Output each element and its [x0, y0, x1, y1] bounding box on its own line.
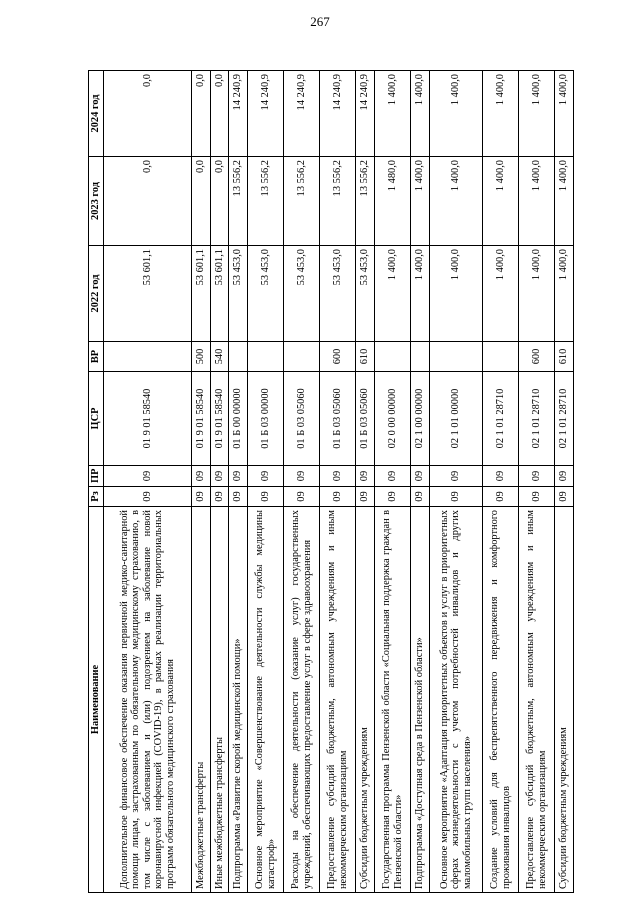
- table-cell-2022: 1 400,0: [411, 246, 430, 342]
- table-cell-rz: 09: [374, 487, 410, 507]
- page-number: 267: [310, 14, 330, 29]
- table-cell-vr: 540: [210, 342, 229, 372]
- table-cell-2023: 1 400,0: [519, 157, 555, 246]
- table-row: [320, 71, 356, 893]
- table-cell-2023: 13 556,2: [248, 157, 284, 246]
- table-cell-2023: 0,0: [191, 157, 210, 246]
- table-cell-2024: 14 240,9: [284, 71, 320, 157]
- table-cell-csr: 01 Б 00 00000: [229, 372, 248, 466]
- table-row: [411, 71, 430, 893]
- table-cell-csr: 02 1 00 00000: [411, 372, 430, 466]
- table-row: [104, 71, 192, 893]
- table-cell-name: Основное мероприятие «Адаптация приоритетных объектов и услуг в приоритетных сферах жизнедеятельности с учетом потребностей инвалидов и других маломобильных групп населения»: [429, 507, 482, 893]
- table-cell-vr: [284, 342, 320, 372]
- budget-table: [88, 70, 574, 893]
- table-cell-2023: 13 556,2: [320, 157, 356, 246]
- table-cell-2024: 1 400,0: [429, 71, 482, 157]
- header-2023: 2023 год: [89, 157, 104, 246]
- table-cell-rz: 09: [429, 487, 482, 507]
- table-cell-2024: 1 400,0: [519, 71, 555, 157]
- table-cell-2023: 0,0: [104, 157, 192, 246]
- table-cell-2022: 1 400,0: [429, 246, 482, 342]
- table-cell-2023: 1 480,0: [374, 157, 410, 246]
- table-cell-rz: 09: [284, 487, 320, 507]
- table-row: [555, 71, 574, 893]
- table-cell-2022: 53 453,0: [229, 246, 248, 342]
- table-cell-pr: 09: [411, 466, 430, 487]
- table-cell-vr: 600: [320, 342, 356, 372]
- table-cell-2024: 0,0: [210, 71, 229, 157]
- table-cell-pr: 09: [555, 466, 574, 487]
- header-csr: ЦСР: [89, 372, 104, 466]
- table-cell-2023: 13 556,2: [284, 157, 320, 246]
- table-cell-2022: 1 400,0: [483, 246, 519, 342]
- table-cell-2024: 14 240,9: [320, 71, 356, 157]
- table-cell-2022: 1 400,0: [555, 246, 574, 342]
- table-cell-vr: 500: [191, 342, 210, 372]
- table-cell-rz: 09: [483, 487, 519, 507]
- table-header-row: [89, 71, 104, 893]
- table-row: [374, 71, 410, 893]
- table-cell-2024: 0,0: [191, 71, 210, 157]
- header-pr: ПР: [89, 466, 104, 487]
- table-cell-pr: 09: [248, 466, 284, 487]
- table-cell-vr: 610: [555, 342, 574, 372]
- table-cell-pr: 09: [483, 466, 519, 487]
- table-cell-2024: 14 240,9: [356, 71, 375, 157]
- table-cell-pr: 09: [429, 466, 482, 487]
- table-cell-name: Субсидии бюджетным учреждениям: [356, 507, 375, 893]
- table-cell-2024: 0,0: [104, 71, 192, 157]
- table-cell-2022: 53 601,1: [104, 246, 192, 342]
- table-cell-vr: [483, 342, 519, 372]
- table-cell-2022: 53 601,1: [210, 246, 229, 342]
- table-cell-pr: 09: [356, 466, 375, 487]
- table-cell-rz: 09: [210, 487, 229, 507]
- table-row: [483, 71, 519, 893]
- table-cell-2023: 13 556,2: [229, 157, 248, 246]
- table-cell-csr: 02 1 01 28710: [483, 372, 519, 466]
- table-cell-2024: 14 240,9: [229, 71, 248, 157]
- table-row: [429, 71, 482, 893]
- table-cell-vr: 610: [356, 342, 375, 372]
- table-cell-name: Иные межбюджетные трансферты: [210, 507, 229, 893]
- table-row: [519, 71, 555, 893]
- table-cell-2023: 1 400,0: [411, 157, 430, 246]
- table-cell-name: Подпрограмма «Развитие скорой медицинской помощи»: [229, 507, 248, 893]
- table-row: [191, 71, 210, 893]
- table-cell-name: Подпрограмма «Доступная среда в Пензенской области»: [411, 507, 430, 893]
- table-cell-2024: 1 400,0: [555, 71, 574, 157]
- table-cell-2022: 53 453,0: [356, 246, 375, 342]
- table-cell-rz: 09: [555, 487, 574, 507]
- table-cell-vr: [374, 342, 410, 372]
- table-cell-rz: 09: [320, 487, 356, 507]
- table-cell-name: Государственная программа Пензенской области «Социальная поддержка граждан в Пензенской области»: [374, 507, 410, 893]
- table-cell-vr: [229, 342, 248, 372]
- table-row: [210, 71, 229, 893]
- table-cell-2022: 1 400,0: [519, 246, 555, 342]
- table-cell-csr: 01 9 01 58540: [210, 372, 229, 466]
- table-cell-name: Расходы на обеспечение деятельности (оказание услуг) государственных учреждений, обеспечивающих предоставление услуг в сфере здравоохранения: [284, 507, 320, 893]
- table-cell-2022: 1 400,0: [374, 246, 410, 342]
- table-cell-vr: [104, 342, 192, 372]
- table-cell-csr: 02 1 01 28710: [519, 372, 555, 466]
- table-cell-name: Дополнительное финансовое обеспечение оказания первичной медико-санитарной помощи лицам, застрахованным по обязательному медицинскому страхованию, в том числе с заболеванием и (или) подозрением на заболевание новой коронавирусной инфекцией (COVID-19), в рамках реализации территориальных программ обязательного медицинского страхования: [104, 507, 192, 893]
- table-row: [356, 71, 375, 893]
- table-cell-pr: 09: [229, 466, 248, 487]
- table-cell-csr: 02 0 00 00000: [374, 372, 410, 466]
- table-body: [104, 71, 574, 893]
- table-cell-pr: 09: [210, 466, 229, 487]
- table-cell-vr: [429, 342, 482, 372]
- table-cell-2023: 0,0: [210, 157, 229, 246]
- table-cell-pr: 09: [374, 466, 410, 487]
- table-cell-vr: 600: [519, 342, 555, 372]
- rotated-table-container: [88, 71, 574, 893]
- table-cell-2023: 1 400,0: [429, 157, 482, 246]
- table-row: [248, 71, 284, 893]
- header-rz: Рз: [89, 487, 104, 507]
- table-cell-2023: 1 400,0: [555, 157, 574, 246]
- table-cell-2023: 1 400,0: [483, 157, 519, 246]
- table-cell-csr: 01 Б 03 00000: [248, 372, 284, 466]
- table-cell-2024: 1 400,0: [374, 71, 410, 157]
- header-2024: 2024 год: [89, 71, 104, 157]
- table-cell-2024: 1 400,0: [483, 71, 519, 157]
- table-cell-csr: 01 Б 03 05060: [284, 372, 320, 466]
- table-cell-rz: 09: [519, 487, 555, 507]
- table-cell-pr: 09: [104, 466, 192, 487]
- table-cell-name: Основное мероприятие «Совершенствование деятельности службы медицины катастроф»: [248, 507, 284, 893]
- table-cell-pr: 09: [519, 466, 555, 487]
- table-cell-vr: [411, 342, 430, 372]
- table-cell-2023: 13 556,2: [356, 157, 375, 246]
- table-cell-name: Предоставление субсидий бюджетным, автономным учреждениям и иным некоммерческим организациям: [320, 507, 356, 893]
- table-cell-pr: 09: [320, 466, 356, 487]
- header-name: Наименование: [89, 507, 104, 893]
- table-cell-rz: 09: [411, 487, 430, 507]
- table-cell-2022: 53 453,0: [248, 246, 284, 342]
- header-vr: ВР: [89, 342, 104, 372]
- table-cell-rz: 09: [248, 487, 284, 507]
- table-cell-2024: 1 400,0: [411, 71, 430, 157]
- table-cell-pr: 09: [191, 466, 210, 487]
- table-cell-pr: 09: [284, 466, 320, 487]
- table-cell-rz: 09: [104, 487, 192, 507]
- table-cell-2022: 53 601,1: [191, 246, 210, 342]
- table-cell-csr: 01 Б 03 05060: [356, 372, 375, 466]
- table-cell-name: Предоставление субсидий бюджетным, автономным учреждениям и иным некоммерческим организациям: [519, 507, 555, 893]
- table-cell-2022: 53 453,0: [320, 246, 356, 342]
- table-cell-csr: 01 9 01 58540: [191, 372, 210, 466]
- table-cell-rz: 09: [356, 487, 375, 507]
- table-cell-vr: [248, 342, 284, 372]
- table-cell-csr: 01 Б 03 05060: [320, 372, 356, 466]
- table-cell-name: Субсидии бюджетным учреждениям: [555, 507, 574, 893]
- table-cell-rz: 09: [229, 487, 248, 507]
- table-cell-2022: 53 453,0: [284, 246, 320, 342]
- header-2022: 2022 год: [89, 246, 104, 342]
- table-cell-rz: 09: [191, 487, 210, 507]
- table-cell-name: Создание условий для беспрепятственного передвижения и комфортного проживания инвалидов: [483, 507, 519, 893]
- table-cell-csr: 02 1 01 00000: [429, 372, 482, 466]
- table-row: [229, 71, 248, 893]
- table-row: [284, 71, 320, 893]
- table-cell-csr: 01 9 01 58540: [104, 372, 192, 466]
- table-cell-2024: 14 240,9: [248, 71, 284, 157]
- table-cell-csr: 02 1 01 28710: [555, 372, 574, 466]
- table-cell-name: Межбюджетные трансферты: [191, 507, 210, 893]
